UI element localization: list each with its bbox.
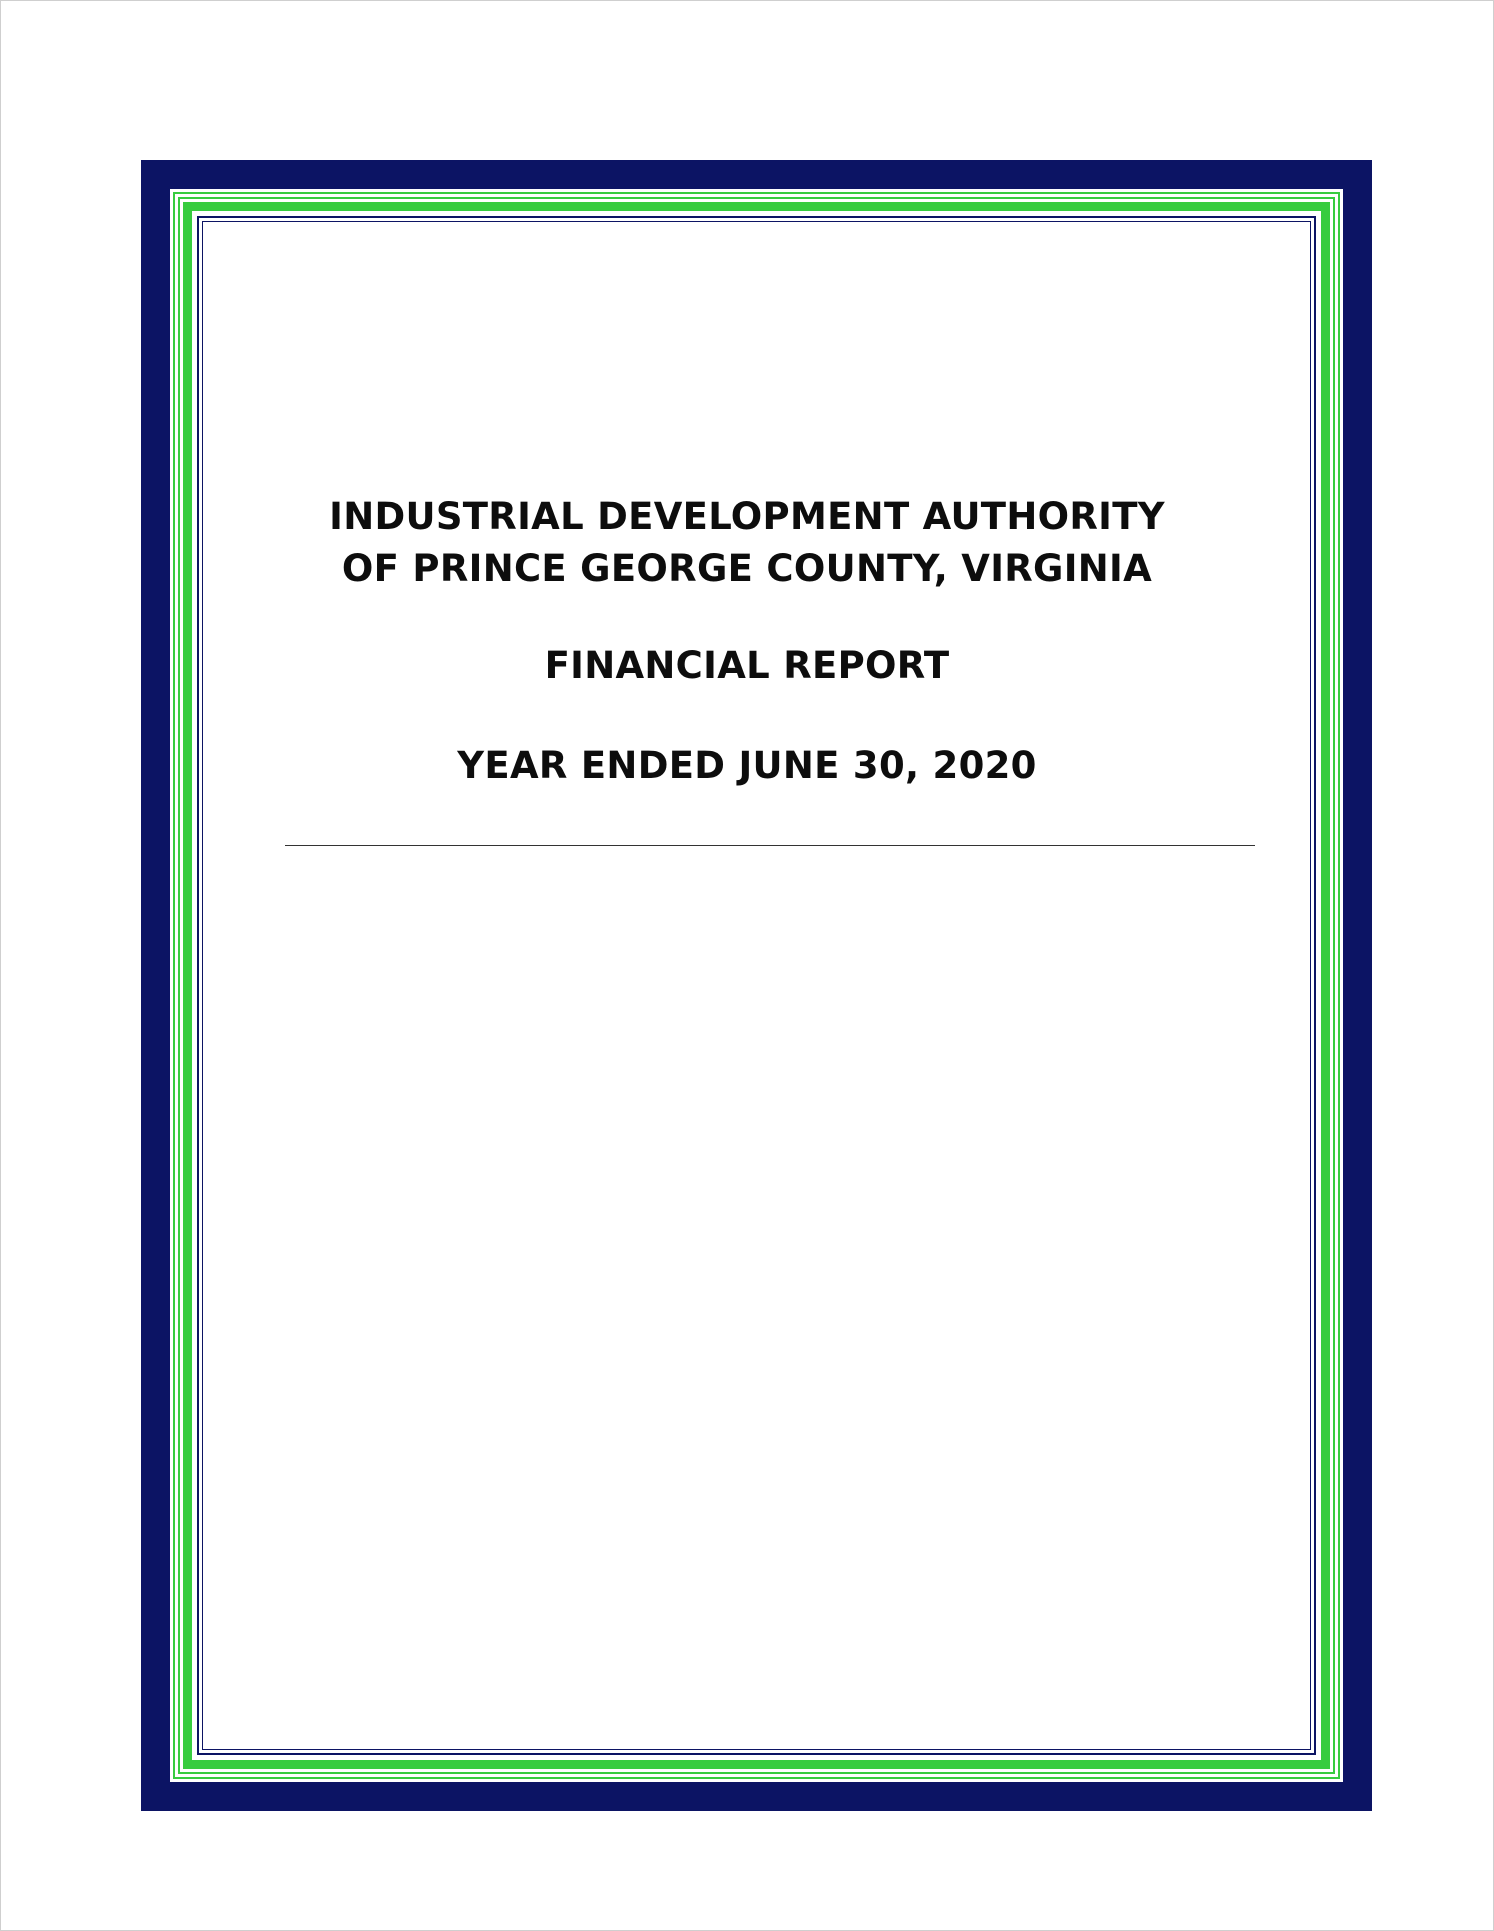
title-line-2: OF PRINCE GEORGE COUNTY, VIRGINIA [341, 547, 1153, 590]
report-type: FINANCIAL REPORT [544, 644, 950, 687]
cover-navy-line-inner [202, 221, 1311, 1750]
title-line-1: INDUSTRIAL DEVELOPMENT AUTHORITY [329, 495, 1165, 538]
title-divider [285, 845, 1255, 846]
cover-inner-panel [195, 214, 1318, 1757]
cover-title [0, 491, 1494, 595]
cover-border-gap [170, 189, 1343, 1782]
cover-outer-border [141, 160, 1372, 1811]
report-period: YEAR ENDED JUNE 30, 2020 [457, 744, 1037, 787]
